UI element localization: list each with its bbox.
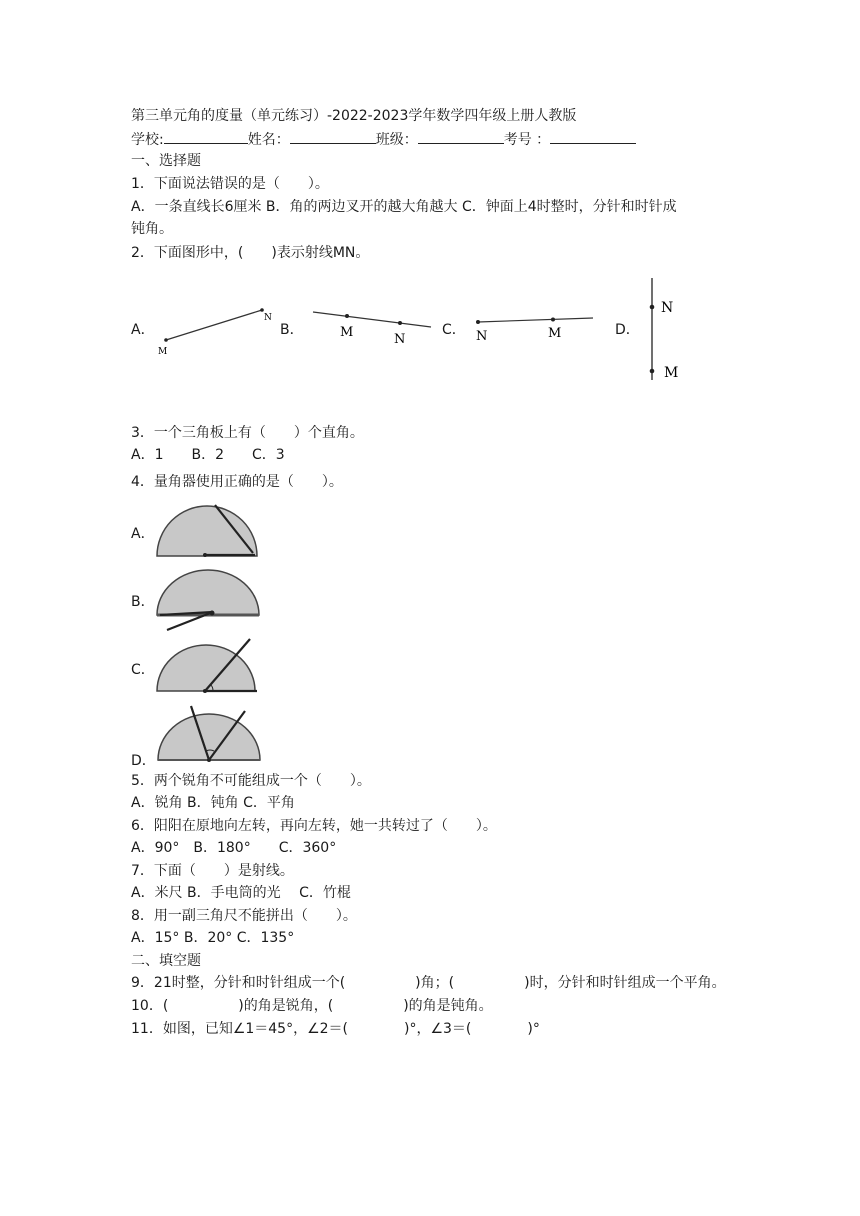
q2-figure-c: [468, 308, 603, 348]
question-8-stem: 8．用一副三角尺不能拼出（ ）。: [131, 908, 357, 924]
q4-option-d-label: D．: [131, 753, 156, 769]
question-7-options: A．米尺 B．手电筒的光 C．竹棍: [131, 885, 351, 901]
question-1-options-cont: 钝角。: [131, 221, 173, 237]
q4-option-c-label: C．: [131, 662, 155, 678]
question-2-stem: 2．下面图形中，( )表示射线MN。: [131, 245, 370, 261]
q4-option-b-label: B．: [131, 594, 155, 610]
q2-option-d-label: D．: [615, 322, 640, 338]
q2-option-b-label: B．: [280, 322, 304, 338]
school-blank[interactable]: [164, 129, 248, 144]
q4-protractor-c: [155, 637, 265, 697]
question-5-stem: 5．两个锐角不可能组成一个（ ）。: [131, 773, 371, 789]
question-1-stem: 1．下面说法错误的是（ ）。: [131, 176, 329, 192]
question-4-stem: 4．量角器使用正确的是（ ）。: [131, 474, 343, 490]
question-3-stem: 3．一个三角板上有（ ）个直角。: [131, 425, 364, 441]
point-n-label: N: [476, 329, 488, 344]
exam-no-label: 考号 ：: [503, 132, 551, 148]
question-9-text: 9．21时整，分针和时针组成一个( )角；( )时，分针和时针组成一个平角。: [131, 975, 726, 991]
page-title: 第三单元角的度量（单元练习）-2022-2023学年数学四年级上册人教版: [131, 108, 577, 124]
q2-option-a-label: A．: [131, 322, 155, 338]
point-m-label: M: [340, 325, 354, 340]
q2-figure-b: [305, 305, 440, 350]
q2-figure-d: [640, 275, 690, 385]
point-m-label: M: [664, 365, 679, 381]
point-m-label: M: [548, 326, 562, 341]
point-m-label: M: [158, 347, 168, 357]
question-7-stem: 7．下面（ ）是射线。: [131, 863, 294, 879]
q4-protractor-d: [155, 703, 265, 765]
name-label: 姓名：: [247, 132, 290, 148]
question-6-stem: 6．阳阳在原地向左转，再向左转，她一共转过了（ ）。: [131, 818, 497, 834]
point-n-label: N: [264, 313, 272, 323]
question-11-text: 11．如图，已知∠1＝45°，∠2＝( )°，∠3＝( )°: [131, 1021, 540, 1037]
point-n-label: N: [661, 300, 674, 316]
question-8-options: A．15° B．20° C．135°: [131, 930, 295, 946]
student-info-row: [131, 129, 636, 150]
question-3-options: A．1 B．2 C．3: [131, 447, 285, 463]
q2-option-c-label: C．: [442, 322, 466, 338]
question-10-text: 10．( )的角是锐角，( )的角是钝角。: [131, 998, 493, 1014]
q4-option-a-label: A．: [131, 526, 155, 542]
point-n-label: N: [394, 332, 406, 347]
school-label: 学校:: [131, 132, 164, 148]
question-5-options: A．锐角 B．钝角 C．平角: [131, 795, 295, 811]
q4-protractor-b: [155, 568, 265, 634]
class-label: 班级：: [375, 132, 418, 148]
question-1-options: A．一条直线长6厘米 B．角的两边叉开的越大角越大 C．钟面上4时整时，分针和时针成: [131, 199, 677, 215]
class-blank[interactable]: [418, 129, 504, 144]
q2-figure-a: [150, 300, 280, 360]
name-blank[interactable]: [290, 129, 376, 144]
exam-no-blank[interactable]: [550, 129, 636, 144]
q4-protractor-a: [155, 503, 265, 565]
section-heading-fill: 二、填空题: [131, 953, 201, 969]
section-heading-choice: 一、选择题: [131, 153, 201, 169]
question-6-options: A．90° B．180° C．360°: [131, 840, 337, 856]
